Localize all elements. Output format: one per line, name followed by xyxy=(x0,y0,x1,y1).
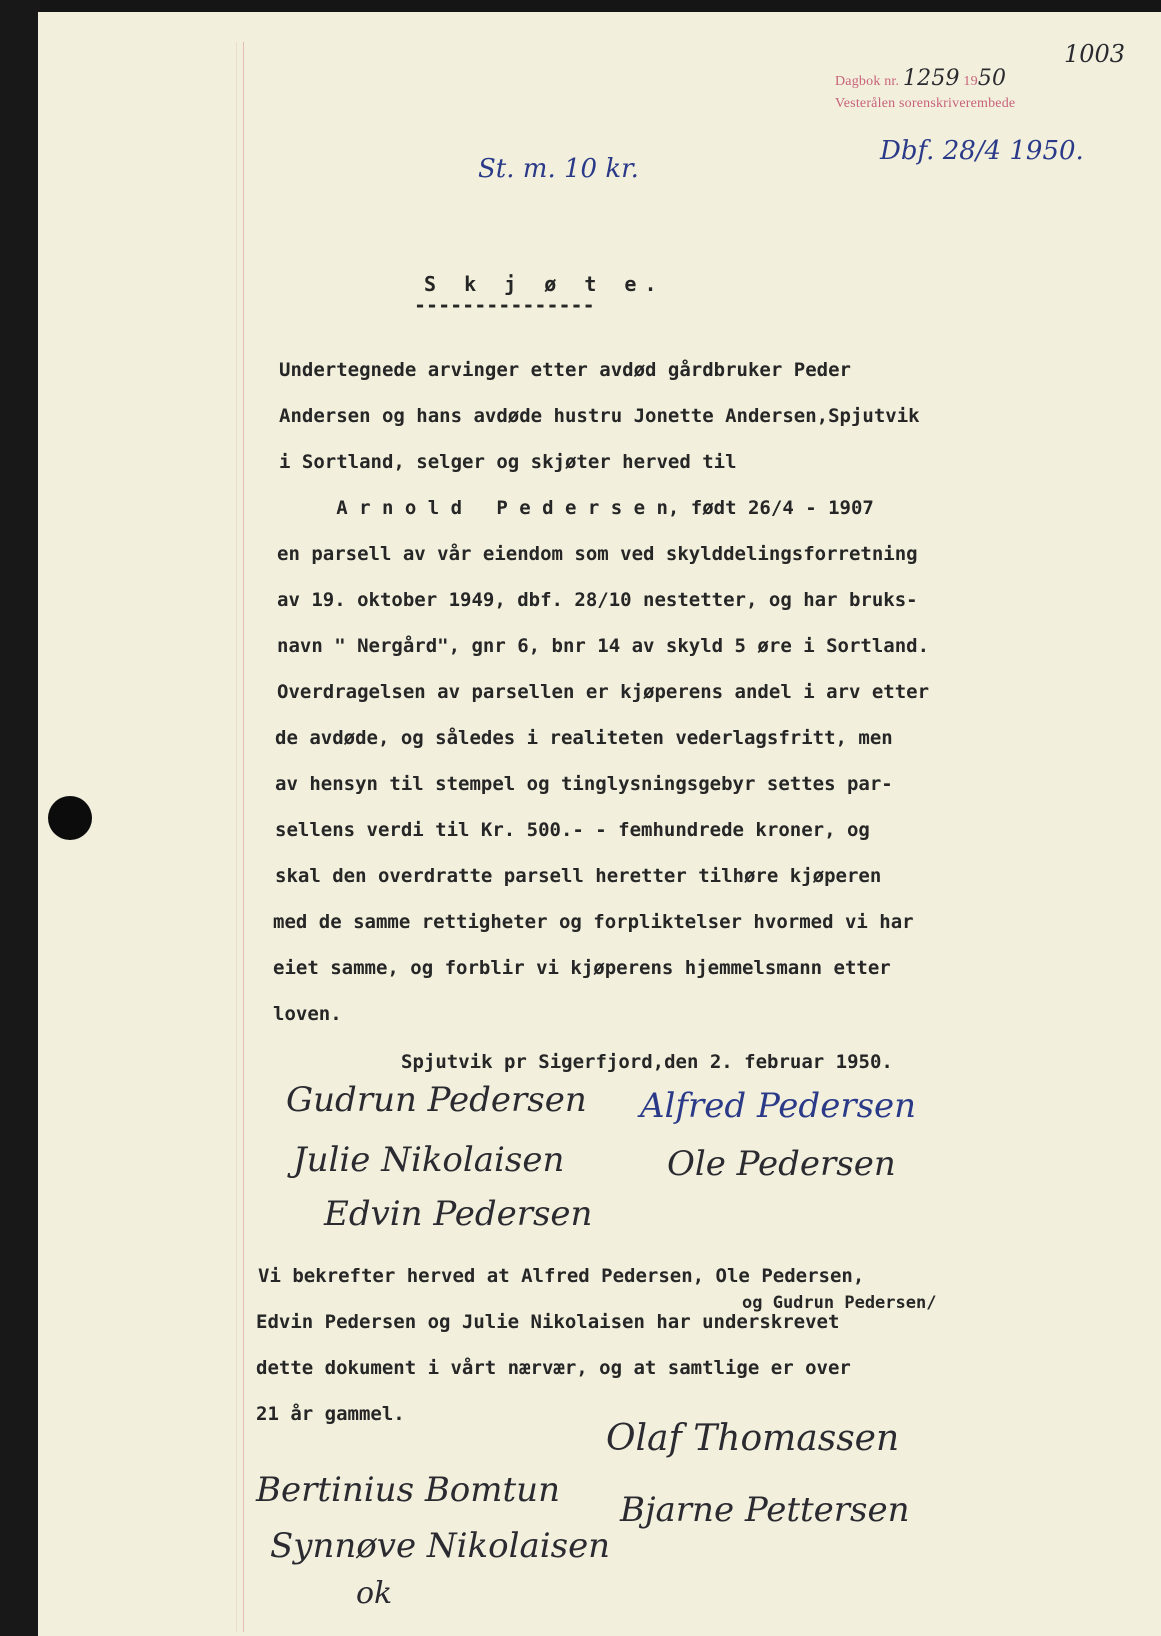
stamp-dagbok xyxy=(835,66,1006,91)
body-line: Overdragelsen av parsellen er kjøperens andel i arv etter xyxy=(277,681,930,703)
signature-initials: ok xyxy=(356,1576,393,1611)
body-line: Andersen og hans avdøde hustru Jonette Andersen,Spjutvik xyxy=(279,405,920,427)
registration-annotation: Dbf. 28/4 1950. xyxy=(880,136,1084,166)
witness-line: Vi bekrefter herved at Alfred Pedersen, Ole Pedersen, xyxy=(258,1265,865,1287)
signature-alfred: Alfred Pedersen xyxy=(640,1086,917,1126)
signature-ole: Ole Pedersen xyxy=(667,1144,896,1184)
witness-insertion: og Gudrun Pedersen/ xyxy=(742,1293,937,1313)
scan-border-top xyxy=(0,0,1161,12)
body-line: sellens verdi til Kr. 500.- - femhundrede kroner, og xyxy=(275,819,870,841)
stamp-office: Vesterålen sorenskriverembede xyxy=(835,96,1016,111)
punch-hole xyxy=(48,796,92,840)
signature-olaf: Olaf Thomassen xyxy=(606,1418,900,1459)
signature-edvin: Edvin Pedersen xyxy=(324,1194,593,1234)
body-line: loven. xyxy=(273,1003,342,1025)
body-line: av hensyn til stempel og tinglysningsgebyr settes par- xyxy=(275,773,893,795)
title-underline: --------------- xyxy=(414,293,595,317)
witness-line: 21 år gammel. xyxy=(256,1403,405,1425)
body-line: med de samme rettigheter og forpliktelser hvormed vi har xyxy=(273,911,914,933)
scan-border-left xyxy=(0,0,40,1636)
body-line: navn " Nergård", gnr 6, bnr 14 av skyld 5 øre i Sortland. xyxy=(277,635,930,657)
body-line: en parsell av vår eiendom som ved skylddelingsforretning xyxy=(277,543,918,565)
signature-gudrun: Gudrun Pedersen xyxy=(286,1080,587,1120)
signature-bjarne: Bjarne Pettersen xyxy=(620,1490,910,1530)
stamp-dagbok-label: Dagbok nr. xyxy=(835,74,900,89)
margin-rule-secondary xyxy=(236,42,237,1632)
body-line: skal den overdratte parsell heretter tilhøre kjøperen xyxy=(275,865,882,887)
body-line: de avdøde, og således i realiteten vederlagsfritt, men xyxy=(275,727,893,749)
page-number: 1003 xyxy=(1064,40,1126,68)
fee-annotation: St. m. 10 kr. xyxy=(478,154,639,184)
place-date: Spjutvik pr Sigerfjord,den 2. februar 1950. xyxy=(401,1051,893,1073)
body-line: A r n o l d P e d e r s e n, født 26/4 - 1907 xyxy=(279,497,874,519)
signature-julie: Julie Nikolaisen xyxy=(293,1140,565,1180)
body-line: av 19. oktober 1949, dbf. 28/10 nestetter, og har bruks- xyxy=(277,589,918,611)
body-line: i Sortland, selger og skjøter herved til xyxy=(279,451,737,473)
margin-rule xyxy=(243,42,244,1632)
document-title: S k j ø t e. xyxy=(424,272,665,296)
stamp-dagbok-year-prefix: 19 xyxy=(963,74,978,89)
body-line: eiet samme, og forblir vi kjøperens hjemmelsmann etter xyxy=(273,957,891,979)
stamp-dagbok-number: 1259 xyxy=(902,66,960,91)
body-line: Undertegnede arvinger etter avdød gårdbruker Peder xyxy=(279,359,851,381)
signature-synnove: Synnøve Nikolaisen xyxy=(270,1526,611,1566)
witness-line: dette dokument i vårt nærvær, og at samtlige er over xyxy=(256,1357,851,1379)
signature-bertinius: Bertinius Bomtun xyxy=(256,1470,560,1510)
witness-line: Edvin Pedersen og Julie Nikolaisen har underskrevet xyxy=(256,1311,840,1333)
stamp-dagbok-year-suffix: 50 xyxy=(977,66,1007,91)
